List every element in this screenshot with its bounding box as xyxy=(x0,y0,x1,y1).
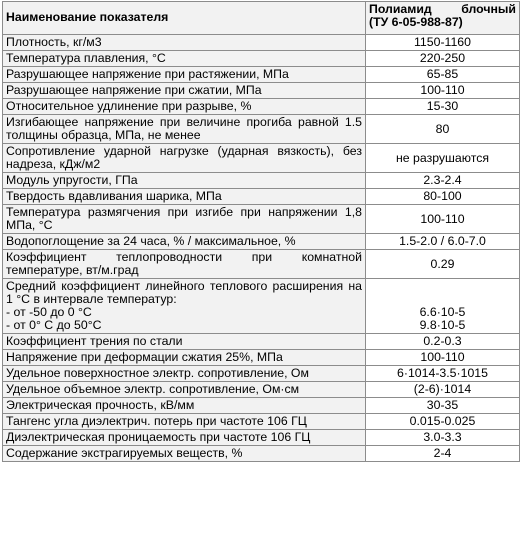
row-value: 3.0-3.3 xyxy=(366,430,520,446)
row-value: 2-4 xyxy=(366,446,520,462)
row-value: 1150-1160 xyxy=(366,35,520,51)
row-value: 30-35 xyxy=(366,398,520,414)
row-name: Удельное поверхностное электр. сопротивление, Ом xyxy=(3,366,366,382)
row-name-line1: Средний коэффициент линейного теплового расширения на xyxy=(6,279,362,293)
row-value: 0.29 xyxy=(366,250,520,279)
table-row-flexural-stress xyxy=(3,115,520,144)
table-row-density xyxy=(3,35,520,51)
row-value xyxy=(366,279,520,334)
table-row-thermal-conductivity xyxy=(3,250,520,279)
row-name: Тангенс угла диэлектрич. потерь при частоте 106 ГЦ xyxy=(3,414,366,430)
row-name: Коэффициент трения по стали xyxy=(3,334,366,350)
row-name: Удельное объемное электр. сопротивление, Ом·см xyxy=(3,382,366,398)
table-row-dielectric-strength xyxy=(3,398,520,414)
table-row-permittivity xyxy=(3,430,520,446)
table-row-ball-hardness xyxy=(3,189,520,205)
header-material-word2: блочный xyxy=(461,2,516,16)
table-row-volume-resistivity xyxy=(3,382,520,398)
row-value: 220-250 xyxy=(366,51,520,67)
row-name: Содержание экстрагируемых веществ, % xyxy=(3,446,366,462)
row-name-line2: МПа, °С xyxy=(6,218,53,232)
table-row-loss-tangent xyxy=(3,414,520,430)
row-name: Напряжение при деформации сжатия 25%, МПа xyxy=(3,350,366,366)
row-name: Разрушающее напряжение при сжатии, МПа xyxy=(3,83,366,99)
header-material-word1: Полиамид xyxy=(369,2,432,16)
table-row-extractables xyxy=(3,446,520,462)
row-value-line2: 9.8·10-5 xyxy=(419,318,466,332)
header-material xyxy=(366,2,520,35)
row-name-line1: Изгибающее напряжение при величине прогиба равной 1.5 xyxy=(6,115,362,129)
table-row-thermal-expansion xyxy=(3,279,520,334)
row-name-line2: 1 °С в интервале температур: xyxy=(6,292,177,306)
row-value: 100-110 xyxy=(366,350,520,366)
table-row-tensile-strength xyxy=(3,67,520,83)
row-value: 100-110 xyxy=(366,205,520,234)
row-name xyxy=(3,279,366,334)
row-value: 6·1014-3.5·1015 xyxy=(366,366,520,382)
row-name: Температура плавления, °С xyxy=(3,51,366,67)
row-name xyxy=(3,250,366,279)
header-row xyxy=(3,2,520,35)
properties-table xyxy=(2,1,520,462)
row-name-line1: Температура размягчения при изгибе при напряжении 1,8 xyxy=(6,205,362,219)
row-name-line4: - от 0° С до 50°С xyxy=(6,318,102,332)
row-name: Модуль упругости, ГПа xyxy=(3,173,366,189)
header-parameter-name: Наименование показателя xyxy=(3,2,366,35)
row-value: 100-110 xyxy=(366,83,520,99)
row-name: Электрическая прочность, кВ/мм xyxy=(3,398,366,414)
row-name: Твердость вдавливания шарика, МПа xyxy=(3,189,366,205)
row-value: 80-100 xyxy=(366,189,520,205)
table-row-elongation xyxy=(3,99,520,115)
table-row-melting-temp xyxy=(3,51,520,67)
row-name: Диэлектрическая проницаемость при частоте 106 ГЦ xyxy=(3,430,366,446)
row-name-line2: температуре, вт/м.град xyxy=(6,263,139,277)
table-row-impact-strength xyxy=(3,144,520,173)
row-value: не разрушаются xyxy=(366,144,520,173)
row-name-line2: надреза, кДж/м2 xyxy=(6,157,101,171)
row-name: Относительное удлинение при разрыве, % xyxy=(3,99,366,115)
header-material-spec: (ТУ 6-05-988-87) xyxy=(369,15,463,29)
row-name: Плотность, кг/м3 xyxy=(3,35,366,51)
row-name-line2: толщины образца, МПа, не менее xyxy=(6,128,201,142)
row-value: 2.3-2.4 xyxy=(366,173,520,189)
row-name-line1: Сопротивление ударной нагрузке (ударная вязкость), без xyxy=(6,144,362,158)
row-value: 1.5-2.0 / 6.0-7.0 xyxy=(366,234,520,250)
table-row-compressive-strength xyxy=(3,83,520,99)
row-name xyxy=(3,115,366,144)
row-name xyxy=(3,205,366,234)
row-value: 0.015-0.025 xyxy=(366,414,520,430)
row-value: 80 xyxy=(366,115,520,144)
table-row-surface-resistivity xyxy=(3,366,520,382)
row-value: (2-6)·1014 xyxy=(366,382,520,398)
row-value-line1: 6.6·10-5 xyxy=(419,305,466,319)
row-value: 65-85 xyxy=(366,67,520,83)
table-row-compression-stress xyxy=(3,350,520,366)
row-name-line3: - от -50 до 0 °С xyxy=(6,305,92,319)
row-value: 0.2-0.3 xyxy=(366,334,520,350)
table-row-water-absorption xyxy=(3,234,520,250)
table-row-friction xyxy=(3,334,520,350)
row-value: 15-30 xyxy=(366,99,520,115)
row-name: Водопоглощение за 24 часа, % / максимальное, % xyxy=(3,234,366,250)
row-name: Разрушающее напряжение при растяжении, МПа xyxy=(3,67,366,83)
row-name xyxy=(3,144,366,173)
table-row-elastic-modulus xyxy=(3,173,520,189)
row-name-line1: Коэффициент теплопроводности при комнатной xyxy=(6,250,362,264)
table-row-softening-temp xyxy=(3,205,520,234)
